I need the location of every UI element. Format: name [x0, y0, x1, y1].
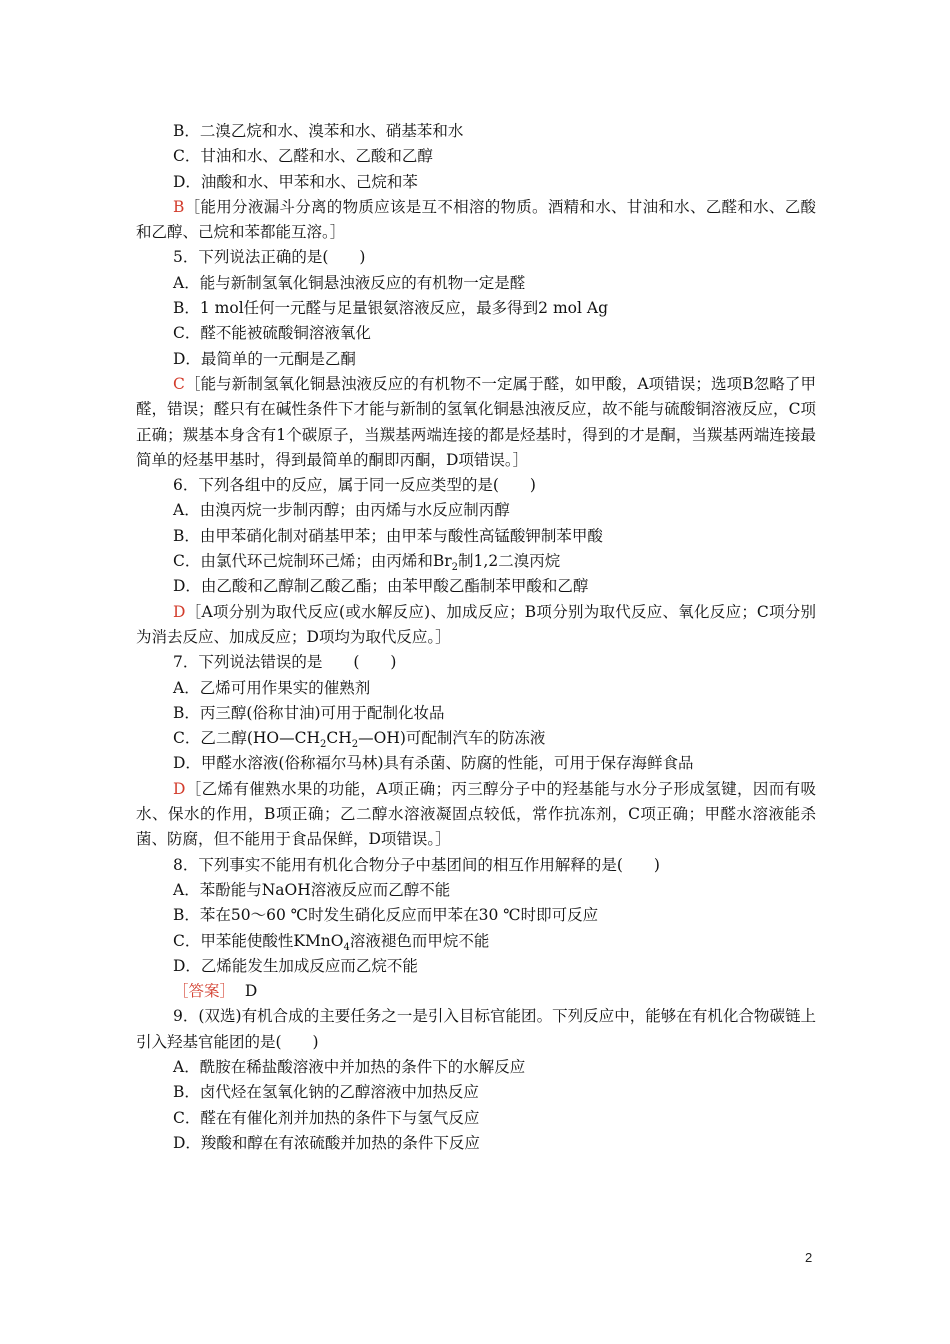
- q6-option-c: [136, 549, 816, 574]
- q8-answer: [136, 979, 816, 1004]
- q5-option-b: B．1 mol任何一元醛与足量银氨溶液反应，最多得到2 mol Ag: [173, 299, 608, 318]
- q4-option-d: D．油酸和水、甲苯和水、己烷和苯: [173, 172, 418, 191]
- q6-stem: 6．下列各组中的反应，属于同一反应类型的是( ): [173, 476, 536, 495]
- q4-option-b: B．二溴乙烷和水、溴苯和水、硝基苯和水: [173, 122, 464, 140]
- page-number: 2: [805, 1250, 813, 1265]
- q5-stem: 5．下列说法正确的是( ): [173, 248, 366, 267]
- q8-option-c-subscript: 4: [343, 941, 350, 953]
- q4-explanation: ［能用分液漏斗分离的物质应该是互不相溶的物质。酒精和水、甘油和水、乙醛和水、乙酸和乙醇、己烷和苯都能互溶。］: [136, 197, 816, 242]
- q7-option-c-subscript-2: 2: [351, 739, 359, 751]
- q8-option-c-text-2: 溶液褪色而甲烷不能: [349, 931, 490, 950]
- q5-option-a: A．能与新制氢氧化铜悬浊液反应的有机物一定是醛: [173, 273, 526, 292]
- q7-option-c-text-3: —OH)可配制汽车的防冻液: [358, 729, 546, 748]
- q6-option-d: D．由乙酸和乙醇制乙酸乙酯；由苯甲酸乙酯制苯甲酸和乙醇: [173, 577, 589, 596]
- q6-option-c-text-1: C．由氯代环己烷制环己烯；由丙烯和Br: [173, 552, 452, 571]
- q6-option-a: A．由溴丙烷一步制丙醇；由丙烯与水反应制丙醇: [173, 501, 510, 520]
- q5-explanation: ［能与新制氢氧化铜悬浊液反应的有机物不一定属于醛，如甲酸，A项错误；选项B忽略了甲醛，错误；醛只有在碱性条件下才能与新制的氢氧化铜悬浊液反应，故不能与硫酸铜溶液反应，C项正确；羰基本身含有1个碳原子，当羰基两端连接的都是烃基时，得到的才是酮，当羰基两端连接最简单的烃基甲基时，得到最简单的酮即丙酮，D项错误。］: [136, 374, 816, 469]
- q9-option-d: D．羧酸和醇在有浓硫酸并加热的条件下反应: [173, 1133, 480, 1152]
- q5-option-d: D．最简单的一元酮是乙酮: [173, 349, 356, 368]
- q4-option-c: C．甘油和水、乙醛和水、乙酸和乙醇: [173, 147, 433, 166]
- q5-option-c: C．醛不能被硫酸铜溶液氧化: [173, 324, 371, 343]
- q9-option-a: A．酰胺在稀盐酸溶液中并加热的条件下的水解反应: [173, 1057, 526, 1076]
- q5-answer-letter: C: [173, 374, 185, 393]
- q8-option-b: B．苯在50～60 ℃时发生硝化反应而甲苯在30 ℃时即可反应: [173, 906, 599, 925]
- q7-stem: 7．下列说法错误的是 ( ): [173, 653, 397, 672]
- q8-stem: 8．下列事实不能用有机化合物分子中基团间的相互作用解释的是( ): [173, 855, 660, 874]
- q8-option-d: D．乙烯能发生加成反应而乙烷不能: [173, 956, 418, 975]
- q7-answer: [136, 777, 816, 853]
- q8-option-a: A．苯酚能与NaOH溶液反应而乙醇不能: [173, 880, 451, 899]
- q5-answer: [136, 372, 816, 473]
- q8-answer-letter: D: [244, 982, 258, 1001]
- page-content: [136, 119, 816, 1156]
- q8-option-c-text-1: C．甲苯能使酸性KMnO: [173, 931, 344, 950]
- q7-option-c-text-2: CH: [326, 729, 352, 748]
- q7-option-b: B．丙三醇(俗称甘油)可用于配制化妆品: [173, 703, 445, 722]
- q9-option-c: C．醛在有催化剂并加热的条件下与氢气反应: [173, 1108, 480, 1127]
- q7-answer-letter: D: [173, 779, 186, 798]
- q7-option-c: [136, 726, 816, 751]
- q4-answer: [136, 195, 816, 246]
- q6-explanation: ［A项分别为取代反应(或水解反应)、加成反应；B项分别为取代反应、氧化反应；C项分别为消去反应、加成反应；D项均为取代反应。］: [136, 602, 816, 646]
- q9-option-b: B．卤代烃在氢氧化钠的乙醇溶液中加热反应: [173, 1083, 479, 1102]
- q6-option-c-subscript: 2: [451, 562, 459, 574]
- q7-option-d: D．甲醛水溶液(俗称福尔马林)具有杀菌、防腐的性能，可用于保存海鲜食品: [173, 754, 694, 773]
- q6-answer-letter: D: [173, 602, 186, 621]
- q6-option-c-text-2: 制1,2二溴丙烷: [458, 552, 561, 571]
- q6-answer: [136, 600, 816, 651]
- q8-answer-tag: ［答案］: [173, 982, 236, 1001]
- q9-stem: 9．(双选)有机合成的主要任务之一是引入目标官能团。下列反应中，能够在有机化合物碳链上引入羟基官能团的是( ): [136, 1007, 816, 1051]
- q7-explanation: ［乙烯有催熟水果的功能，A项正确；丙三醇分子中的羟基能与水分子形成氢键，因而有吸水、保水的作用，B项正确；乙二醇水溶液凝固点较低，常作抗冻剂，C项正确；甲醛水溶液能杀菌、防腐，但不能用于食品保鲜，D项错误。］: [136, 779, 816, 849]
- q7-option-c-text-1: C．乙二醇(HO—CH: [173, 729, 321, 748]
- q7-option-c-subscript-1: 2: [320, 739, 327, 751]
- q8-option-c: [136, 929, 816, 954]
- q4-answer-letter: B: [173, 197, 185, 216]
- q6-option-b: B．由甲苯硝化制对硝基甲苯；由甲苯与酸性高锰酸钾制苯甲酸: [173, 526, 603, 545]
- q7-option-a: A．乙烯可用作果实的催熟剂: [173, 678, 371, 697]
